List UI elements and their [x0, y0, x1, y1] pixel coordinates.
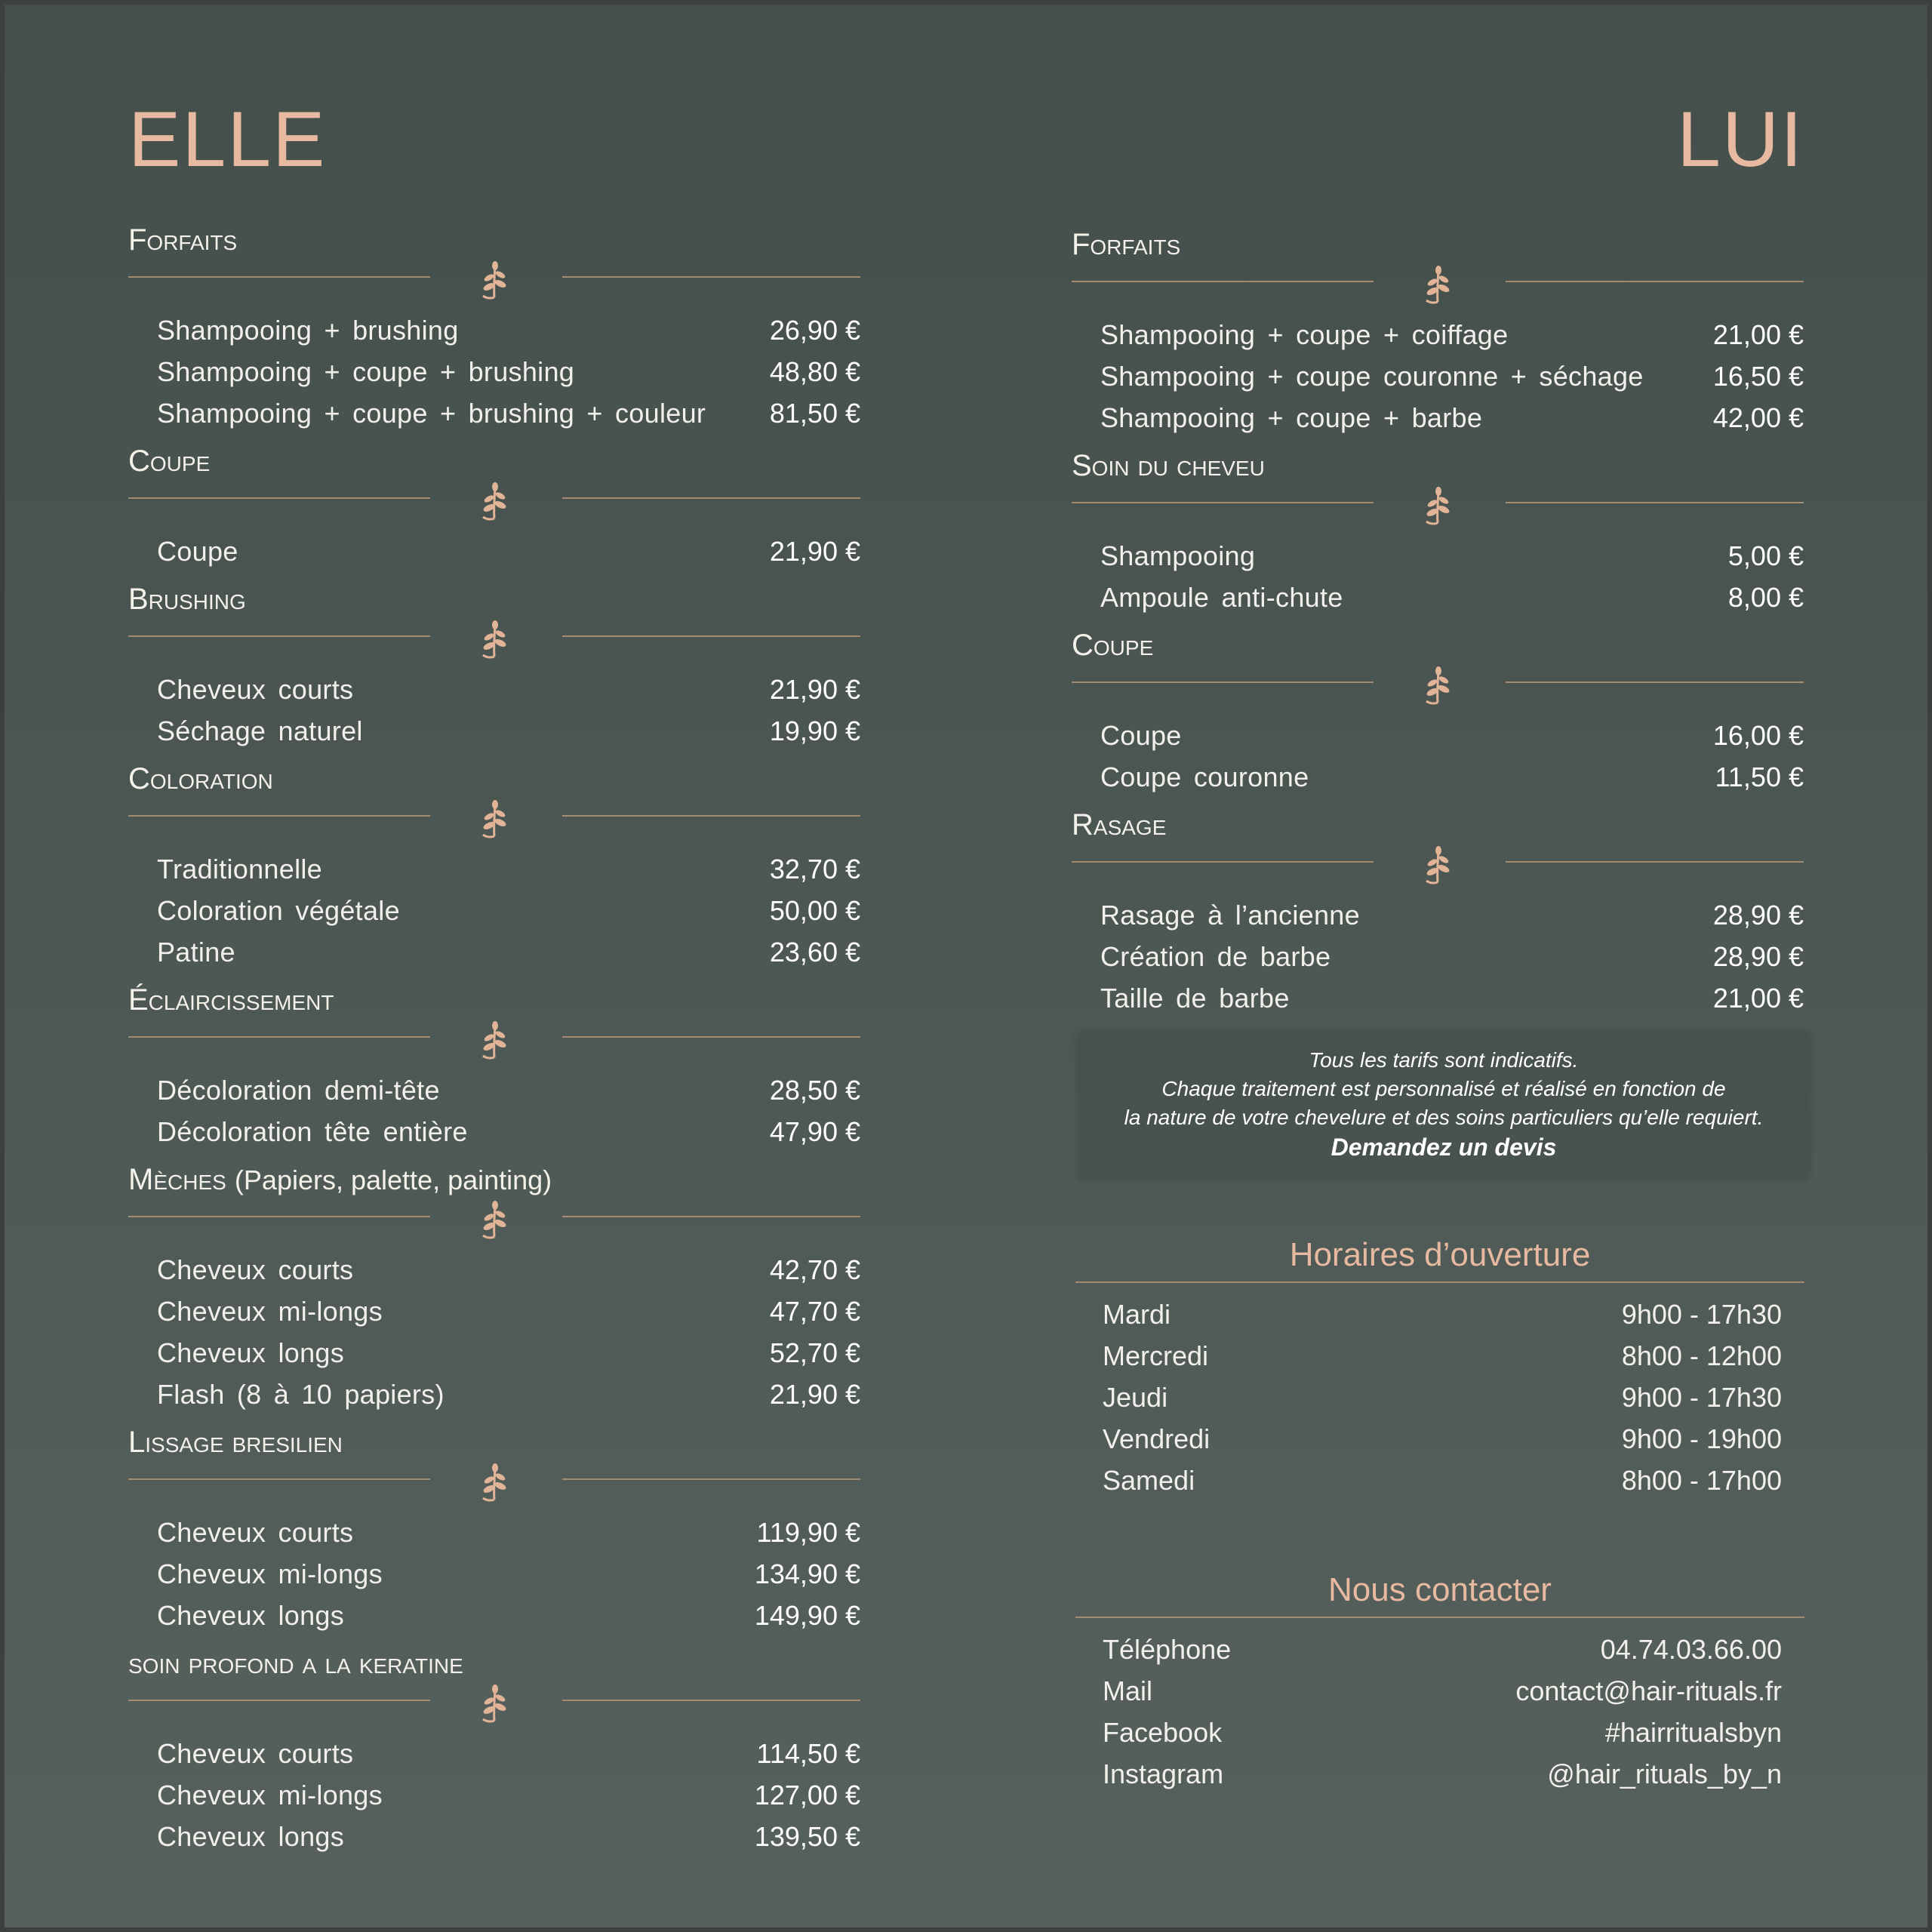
service-price: 21,00 € — [1712, 982, 1804, 1014]
service-price: 81,50 € — [769, 397, 860, 429]
price-section — [128, 1158, 860, 1420]
service-price: 21,90 € — [769, 673, 860, 705]
service-price: 119,90 € — [756, 1516, 860, 1548]
service-price: 114,50 € — [756, 1737, 860, 1769]
price-section — [1072, 804, 1804, 1023]
service-name: Coloration végétale — [157, 894, 400, 926]
service-price: 11,50 € — [1715, 761, 1804, 792]
divider-line — [562, 497, 860, 499]
leaf-icon — [477, 1198, 512, 1240]
service-name: Cheveux courts — [157, 1254, 354, 1285]
price-row — [128, 890, 860, 931]
lui-title: LUI — [1677, 96, 1804, 183]
service-name: Shampooing + coupe + barbe — [1100, 401, 1483, 433]
hours-row — [1075, 1335, 1804, 1377]
note-line-1: Tous les tarifs sont indicatifs. — [1309, 1048, 1579, 1072]
price-row — [128, 669, 860, 710]
service-price: 23,60 € — [769, 936, 860, 968]
contact-value: #hairritualsbyn — [1604, 1716, 1782, 1748]
price-row — [128, 848, 860, 890]
service-name: Shampooing + coupe couronne + séchage — [1100, 360, 1644, 392]
contact-label: Facebook — [1103, 1716, 1223, 1748]
service-name: Shampooing + coupe + brushing + couleur — [157, 397, 706, 429]
price-row — [1072, 535, 1804, 577]
price-row — [128, 1249, 860, 1291]
divider-line — [1075, 1617, 1804, 1618]
service-price: 52,70 € — [769, 1337, 860, 1368]
service-price: 134,90 € — [754, 1558, 860, 1589]
price-row — [1072, 894, 1804, 936]
price-row — [128, 1733, 860, 1774]
service-name: Rasage à l’ancienne — [1100, 899, 1360, 931]
leaf-icon — [477, 617, 512, 660]
section-spacer — [1072, 1019, 1804, 1023]
section-divider — [1072, 846, 1804, 894]
section-divider — [128, 1021, 860, 1069]
service-name: Shampooing — [1100, 540, 1256, 571]
section-title-text: Brushing — [128, 583, 246, 616]
note-line-2: Chaque traitement est personnalisé et réalisé en fonction de — [1161, 1077, 1726, 1100]
divider-line — [562, 1036, 860, 1038]
service-price: 28,50 € — [769, 1074, 860, 1106]
section-title — [128, 219, 860, 261]
lui-sections — [1072, 223, 1804, 1023]
section-title — [128, 440, 860, 482]
contact-label: Téléphone — [1103, 1633, 1232, 1665]
price-section — [1072, 624, 1804, 802]
service-name: Décoloration tête entière — [157, 1115, 468, 1147]
service-name: Cheveux mi-longs — [157, 1558, 383, 1589]
price-row — [1072, 715, 1804, 756]
divider-line — [1506, 281, 1804, 282]
price-section — [1072, 223, 1804, 443]
divider-line — [1506, 681, 1804, 683]
section-spacer — [128, 973, 860, 977]
price-row — [1072, 355, 1804, 397]
service-name: Shampooing + coupe + coiffage — [1100, 318, 1509, 350]
service-name: Séchage naturel — [157, 715, 363, 746]
hours-row — [1075, 1294, 1804, 1335]
section-title-text: Rasage — [1072, 808, 1167, 841]
section-spacer — [128, 434, 860, 438]
price-section — [128, 219, 860, 438]
leaf-icon — [477, 1018, 512, 1060]
service-price: 32,70 € — [769, 853, 860, 884]
divider-line — [562, 815, 860, 817]
hours-value: 9h00 - 19h00 — [1621, 1423, 1782, 1454]
section-title-text: Mèches — [128, 1163, 226, 1196]
divider-line — [128, 635, 430, 637]
section-spacer — [128, 572, 860, 577]
section-divider — [128, 482, 860, 531]
service-price: 42,70 € — [769, 1254, 860, 1285]
service-price: 149,90 € — [754, 1599, 860, 1631]
price-row — [1072, 577, 1804, 618]
service-name: Cheveux mi-longs — [157, 1779, 383, 1810]
price-row — [128, 1595, 860, 1636]
contact-label: Instagram — [1103, 1758, 1224, 1789]
section-title — [128, 578, 860, 620]
section-title — [1072, 445, 1804, 487]
service-name: Flash (8 à 10 papiers) — [157, 1378, 445, 1410]
elle-column — [128, 91, 860, 1863]
service-price: 47,70 € — [769, 1295, 860, 1327]
service-price: 26,90 € — [769, 314, 860, 346]
pricing-note — [1079, 1032, 1808, 1179]
day-label: Vendredi — [1103, 1423, 1211, 1454]
service-name: Patine — [157, 936, 235, 968]
service-price: 139,50 € — [754, 1820, 860, 1852]
section-divider — [1072, 266, 1804, 314]
price-row — [128, 1069, 860, 1111]
leaf-icon — [477, 1681, 512, 1724]
section-title-text: Forfaits — [128, 223, 238, 257]
price-row — [128, 531, 860, 572]
divider-line — [1072, 861, 1374, 863]
service-price: 28,90 € — [1712, 940, 1804, 972]
service-name: Ampoule anti-chute — [1100, 581, 1343, 613]
divider-line — [128, 1700, 430, 1701]
divider-line — [1072, 281, 1374, 282]
service-price: 5,00 € — [1727, 540, 1804, 571]
service-price: 8,00 € — [1727, 581, 1804, 613]
leaf-icon — [1420, 663, 1455, 706]
leaf-icon — [1420, 484, 1455, 526]
service-price: 16,50 € — [1712, 360, 1804, 392]
service-price: 47,90 € — [769, 1115, 860, 1147]
day-label: Mercredi — [1103, 1340, 1209, 1371]
section-title-text: Éclaircissement — [128, 983, 334, 1017]
opening-hours-list — [1075, 1294, 1804, 1501]
contact-value: 04.74.03.66.00 — [1600, 1633, 1782, 1665]
section-title-text: soin profond a la keratine — [128, 1647, 463, 1680]
contact-row — [1075, 1629, 1804, 1670]
service-price: 42,00 € — [1712, 401, 1804, 433]
section-spacer — [128, 1857, 860, 1862]
service-name: Shampooing + brushing — [157, 314, 459, 346]
lui-column — [1072, 91, 1804, 1025]
price-row — [1072, 936, 1804, 977]
divider-line — [562, 1700, 860, 1701]
contact-label: Mail — [1103, 1675, 1153, 1706]
price-row — [128, 309, 860, 351]
price-row — [128, 1291, 860, 1332]
hours-value: 9h00 - 17h30 — [1621, 1298, 1782, 1330]
divider-line — [128, 1478, 430, 1480]
price-row — [128, 1816, 860, 1857]
divider-line — [562, 635, 860, 637]
service-name: Coupe couronne — [1100, 761, 1309, 792]
hours-row — [1075, 1418, 1804, 1460]
section-title-text: Coloration — [128, 762, 273, 795]
contact-block — [1075, 1564, 1804, 1795]
section-spacer — [1072, 618, 1804, 623]
service-name: Coupe — [1100, 719, 1182, 751]
divider-line — [562, 1216, 860, 1217]
section-divider — [128, 261, 860, 309]
service-name: Cheveux courts — [157, 1516, 354, 1548]
quote-request-cta: Demandez un devis — [1331, 1134, 1557, 1161]
section-divider — [1072, 666, 1804, 715]
section-spacer — [128, 1415, 860, 1420]
section-subtitle: (Papiers, palette, painting) — [234, 1164, 552, 1195]
leaf-icon — [477, 479, 512, 521]
service-name: Cheveux longs — [157, 1599, 345, 1631]
leaf-icon — [477, 1460, 512, 1503]
section-divider — [128, 1684, 860, 1733]
service-name: Cheveux longs — [157, 1337, 345, 1368]
section-spacer — [128, 752, 860, 756]
price-section — [128, 1642, 860, 1862]
leaf-icon — [1420, 843, 1455, 885]
section-title — [1072, 624, 1804, 666]
price-row — [1072, 397, 1804, 438]
price-section — [128, 578, 860, 756]
section-title-text: Coupe — [1072, 629, 1154, 662]
service-price: 21,90 € — [769, 1378, 860, 1410]
price-section — [128, 758, 860, 977]
opening-hours — [1075, 1229, 1804, 1501]
contact-list — [1075, 1629, 1804, 1795]
section-divider — [128, 800, 860, 848]
contact-title: Nous contacter — [1328, 1571, 1552, 1608]
section-spacer — [1072, 798, 1804, 802]
price-row — [128, 1374, 860, 1415]
service-name: Décoloration demi-tête — [157, 1074, 440, 1106]
service-name: Coupe — [157, 535, 238, 567]
divider-line — [1506, 861, 1804, 863]
service-price: 48,80 € — [769, 355, 860, 387]
hours-value: 9h00 - 17h30 — [1621, 1381, 1782, 1413]
leaf-icon — [1420, 263, 1455, 305]
contact-row — [1075, 1712, 1804, 1753]
divider-line — [128, 276, 430, 278]
contact-row — [1075, 1670, 1804, 1712]
price-row — [128, 1512, 860, 1553]
service-name: Traditionnelle — [157, 853, 322, 884]
section-spacer — [1072, 438, 1804, 443]
day-label: Jeudi — [1103, 1381, 1168, 1413]
note-line-3: la nature de votre chevelure et des soins particuliers qu’elle requiert. — [1124, 1106, 1764, 1129]
section-divider — [128, 1201, 860, 1249]
section-title — [128, 1158, 860, 1201]
section-divider — [128, 620, 860, 669]
price-row — [128, 1332, 860, 1374]
day-label: Mardi — [1103, 1298, 1171, 1330]
divider-line — [1075, 1281, 1804, 1283]
divider-line — [562, 1478, 860, 1480]
hours-value: 8h00 - 12h00 — [1621, 1340, 1782, 1371]
service-name: Cheveux courts — [157, 673, 354, 705]
service-price: 19,90 € — [769, 715, 860, 746]
divider-line — [1072, 502, 1374, 503]
divider-line — [1072, 681, 1374, 683]
price-row — [1072, 756, 1804, 798]
service-name: Cheveux courts — [157, 1737, 354, 1769]
service-name: Cheveux longs — [157, 1820, 345, 1852]
price-row — [128, 931, 860, 973]
price-section — [128, 440, 860, 577]
elle-sections — [128, 219, 860, 1862]
opening-hours-title: Horaires d’ouverture — [1289, 1236, 1591, 1273]
hours-value: 8h00 - 17h00 — [1621, 1464, 1782, 1496]
price-row — [128, 392, 860, 434]
service-price: 28,90 € — [1712, 899, 1804, 931]
divider-line — [562, 276, 860, 278]
section-title — [1072, 804, 1804, 846]
price-row — [1072, 977, 1804, 1019]
price-row — [128, 710, 860, 752]
section-spacer — [128, 1152, 860, 1157]
divider-line — [128, 1216, 430, 1217]
price-row — [1072, 314, 1804, 355]
contact-value: @hair_rituals_by_n — [1547, 1758, 1782, 1789]
elle-title: ELLE — [128, 96, 327, 183]
divider-line — [128, 497, 430, 499]
section-divider — [128, 1463, 860, 1512]
section-title-text: Coupe — [128, 445, 211, 478]
service-price: 21,00 € — [1712, 318, 1804, 350]
hours-row — [1075, 1460, 1804, 1501]
leaf-icon — [477, 797, 512, 839]
section-title — [1072, 223, 1804, 266]
day-label: Samedi — [1103, 1464, 1195, 1496]
section-title — [128, 979, 860, 1021]
service-name: Taille de barbe — [1100, 982, 1290, 1014]
section-divider — [1072, 487, 1804, 535]
section-title — [128, 758, 860, 800]
section-title-text: Forfaits — [1072, 228, 1181, 261]
contact-row — [1075, 1753, 1804, 1795]
price-section — [1072, 445, 1804, 623]
contact-value: contact@hair-rituals.fr — [1515, 1675, 1782, 1706]
price-section — [128, 1421, 860, 1641]
service-price: 16,00 € — [1712, 719, 1804, 751]
hours-row — [1075, 1377, 1804, 1418]
leaf-icon — [477, 258, 512, 300]
price-row — [128, 1553, 860, 1595]
section-title — [128, 1642, 860, 1684]
divider-line — [128, 815, 430, 817]
divider-line — [1506, 502, 1804, 503]
service-name: Création de barbe — [1100, 940, 1331, 972]
price-row — [128, 351, 860, 392]
service-name: Shampooing + coupe + brushing — [157, 355, 575, 387]
price-section — [128, 979, 860, 1157]
section-title — [128, 1421, 860, 1463]
section-title-text: Soin du cheveu — [1072, 449, 1265, 482]
service-price: 50,00 € — [769, 894, 860, 926]
service-price: 21,90 € — [769, 535, 860, 567]
section-spacer — [128, 1636, 860, 1641]
section-title-text: Lissage bresilien — [128, 1426, 343, 1459]
service-price: 127,00 € — [754, 1779, 860, 1810]
price-row — [128, 1774, 860, 1816]
price-row — [128, 1111, 860, 1152]
divider-line — [128, 1036, 430, 1038]
service-name: Cheveux mi-longs — [157, 1295, 383, 1327]
